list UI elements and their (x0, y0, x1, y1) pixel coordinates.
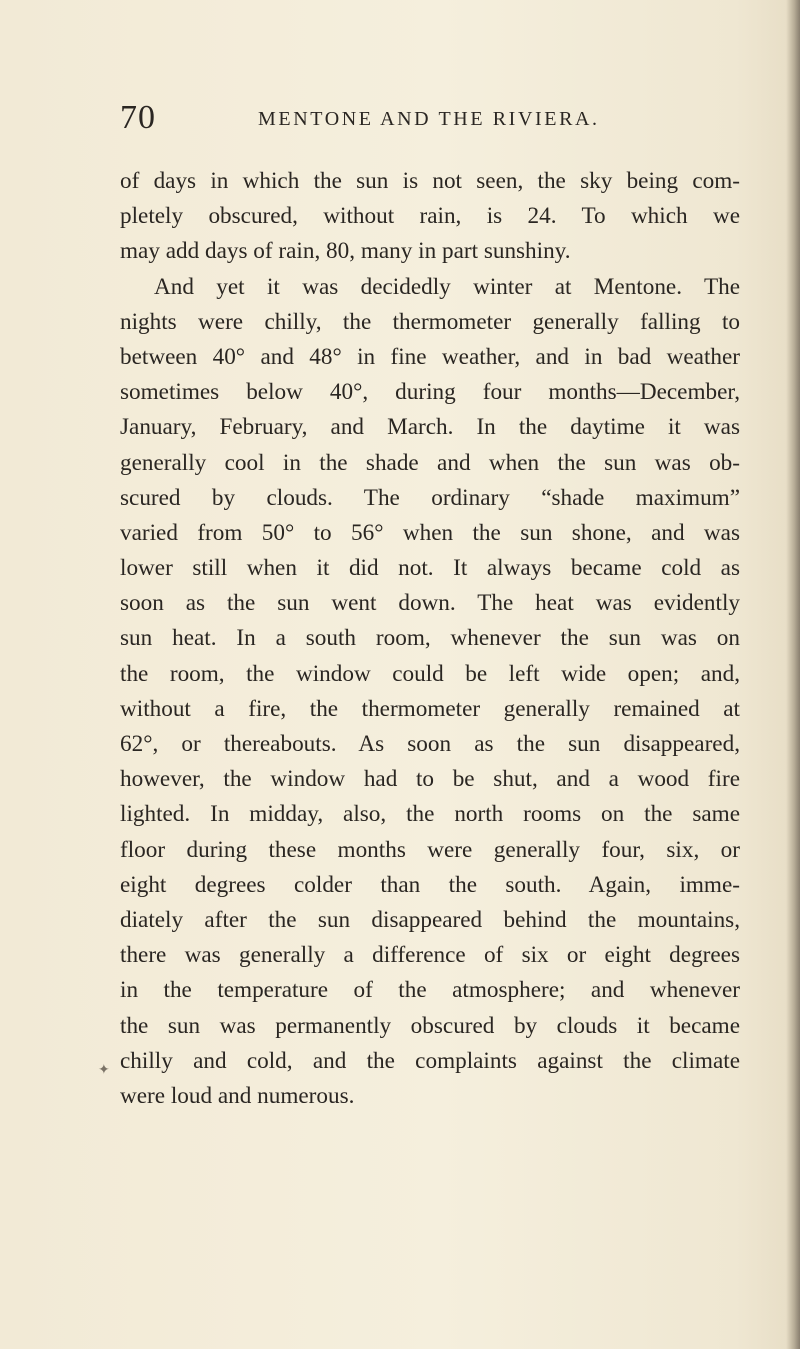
text-line: between 40° and 48° in fine weather, and in bad weather (120, 343, 740, 370)
text-line: the sun was permanently obscured by clouds it became (120, 1012, 740, 1039)
text-line: January, February, and March. In the daytime it was (120, 414, 740, 441)
text-line: were loud and numerous. (120, 1082, 355, 1109)
text-line: lower still when it did not. It always became cold as (120, 555, 740, 582)
ink-speck: ✦ (98, 1063, 110, 1078)
text-line: there was generally a difference of six or eight degrees (120, 942, 740, 969)
body-text (120, 164, 740, 1114)
text-line: 62°, or thereabouts. As soon as the sun disappeared, (120, 731, 740, 757)
text-line: in the temperature of the atmosphere; and whenever (120, 977, 740, 1004)
text-line: chilly and cold, and the complaints against the climate (120, 1047, 740, 1074)
text-line: soon as the sun went down. The heat was evidently (120, 590, 740, 617)
text-line: floor during these months were generally four, six, or (120, 836, 740, 863)
text-line: lighted. In midday, also, the north rooms on the same (120, 801, 740, 828)
running-head: MENTONE AND THE RIVIERA. (258, 108, 600, 130)
text-line: And yet it was decidedly winter at Mentone. The (154, 273, 740, 300)
text-line: nights were chilly, the thermometer generally falling to (120, 308, 740, 335)
text-line: varied from 50° to 56° when the sun shone, and was (120, 519, 740, 546)
page-header (120, 98, 680, 138)
text-line: of days in which the sun is not seen, the sky being com- (120, 168, 740, 194)
text-line: diately after the sun disappeared behind the mountains, (120, 906, 740, 933)
text-line: scured by clouds. The ordinary “shade maximum” (120, 484, 740, 511)
binding-shadow (786, 0, 800, 1349)
page-number: 70 (120, 99, 156, 136)
text-line: the room, the window could be left wide open; and, (120, 660, 740, 687)
text-line: sometimes below 40°, during four months—December, (120, 379, 740, 406)
text-line: eight degrees colder than the south. Again, imme- (120, 871, 740, 898)
text-line: without a fire, the thermometer generally remained at (120, 695, 740, 722)
text-line: pletely obscured, without rain, is 24. To which we (120, 203, 740, 230)
text-line: sun heat. In a south room, whenever the sun was on (120, 625, 740, 652)
text-line: however, the window had to be shut, and a wood fire (120, 766, 740, 793)
text-line: generally cool in the shade and when the sun was ob- (120, 449, 740, 476)
text-line: may add days of rain, 80, many in part sunshiny. (120, 238, 571, 265)
